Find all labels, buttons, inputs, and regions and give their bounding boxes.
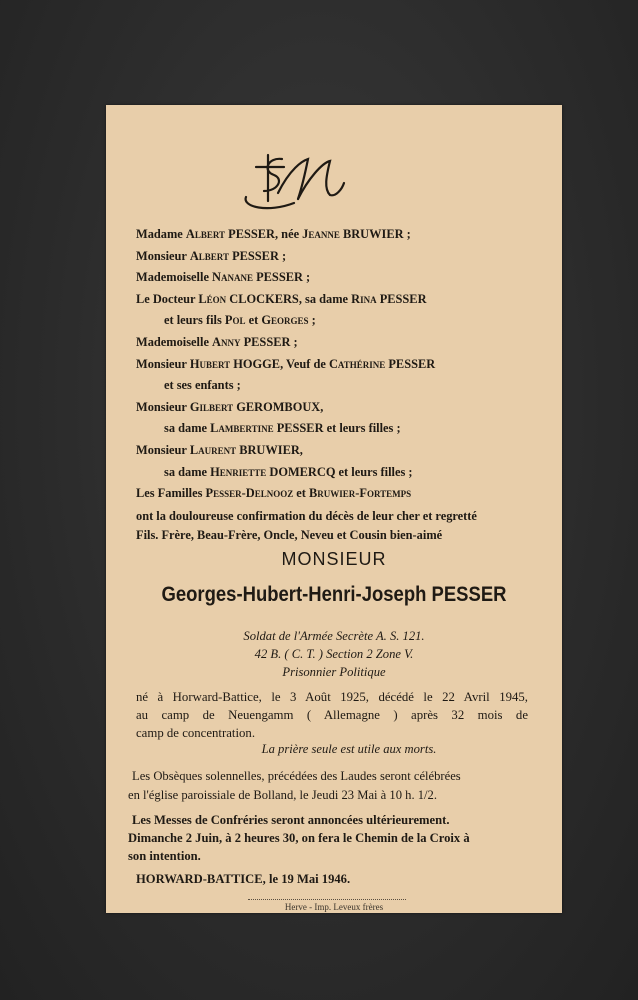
- first-name: Jeanne: [302, 227, 340, 241]
- first-name: Georges: [261, 313, 309, 328]
- text-segment: Les Familles: [136, 486, 206, 501]
- first-name: Albert: [189, 248, 229, 263]
- memorial-card: [106, 105, 562, 913]
- family-line: [106, 224, 562, 246]
- text-segment: Mademoiselle: [136, 334, 213, 349]
- family-line: [106, 375, 562, 397]
- subtitle-line-2: 42 B. ( C. T. ) Section 2 Zone V.: [254, 647, 414, 661]
- text-segment: Madame: [136, 227, 186, 241]
- text-segment: ;: [308, 313, 316, 328]
- place-date: HORWARD-BATTICE, le 19 Mai 1946.: [136, 872, 351, 886]
- family-line: [106, 354, 562, 376]
- text-segment: Le Docteur: [136, 291, 199, 306]
- family-line: [106, 462, 562, 484]
- text-segment: BRUWIER,: [236, 442, 303, 457]
- masses-line-1: Les Messes de Confréries seront annoncées ultérieurement.: [132, 813, 450, 827]
- family-line: [106, 483, 562, 505]
- masses-line-2: Dimanche 2 Juin, à 2 heures 30, on fera le Chemin de la Croix à: [128, 831, 470, 845]
- first-name: Léon: [198, 291, 227, 306]
- text-segment: PESSER, née: [225, 227, 303, 241]
- first-name: Rina: [351, 291, 377, 306]
- first-name: Henriette: [210, 464, 267, 479]
- subtitle-line-3: Prisonnier Politique: [282, 665, 386, 679]
- deceased-name: Georges-Hubert-Henri-Joseph PESSER: [161, 583, 507, 606]
- confirmation-text: [136, 507, 534, 545]
- biography: [136, 688, 528, 742]
- text-segment: Monsieur: [136, 356, 190, 371]
- text-segment: HOGGE, Veuf de: [230, 356, 329, 371]
- text-segment: et ses enfants ;: [164, 378, 241, 393]
- text-segment: PESSER ;: [228, 248, 287, 263]
- confirmation-line-1: ont la douloureuse confirmation du décès de leur cher et regretté: [136, 509, 477, 523]
- text-segment: DOMERCQ et leurs filles ;: [266, 464, 413, 479]
- cross-monogram-icon: [238, 149, 348, 219]
- family-line: [106, 310, 562, 332]
- text-segment: Monsieur: [136, 442, 190, 457]
- first-name: Hubert: [189, 356, 231, 371]
- text-segment: PESSER: [376, 291, 427, 306]
- family-line: [106, 289, 562, 311]
- text-segment: sa dame: [164, 421, 211, 436]
- obsequies-line-1: Les Obsèques solennelles, précédées des Laudes seront célébrées: [132, 769, 461, 783]
- subtitle-line-1: Soldat de l'Armée Secrète A. S. 121.: [243, 629, 425, 643]
- confirmation-line-2: Fils. Frère, Beau-Frère, Oncle, Neveu et Cousin bien-aimé: [136, 528, 443, 542]
- first-name: Laurent: [189, 442, 237, 457]
- text-segment: et: [293, 486, 310, 501]
- bio-line-3: camp de concentration.: [136, 726, 256, 740]
- masses-line-3: son intention.: [128, 849, 201, 863]
- first-name: Gilbert: [189, 399, 234, 414]
- family-line: [106, 246, 562, 268]
- first-name: Pesser-Delnooz: [205, 486, 294, 501]
- text-segment: Mademoiselle: [136, 270, 213, 285]
- text-segment: PESSER ;: [240, 334, 298, 349]
- obsequies-line-2: en l'église paroissiale de Bolland, le Jeudi 23 Mai à 10 h. 1/2.: [128, 788, 438, 802]
- first-name: Anny: [212, 334, 241, 349]
- text-segment: PESSER: [385, 356, 436, 371]
- family-line: [106, 440, 562, 462]
- printer-credit: Herve - Imp. Leveux frères: [284, 902, 384, 912]
- first-name: Pol: [224, 313, 246, 328]
- divider: [248, 899, 406, 900]
- obsequies-text: [128, 767, 528, 805]
- first-name: Bruwier-Fortemps: [309, 486, 412, 501]
- salutation: MONSIEUR: [281, 549, 387, 569]
- first-name: Lambertine: [210, 421, 274, 436]
- text-segment: GEROMBOUX,: [233, 399, 324, 414]
- family-line: [106, 267, 562, 289]
- first-name: Cathérine: [328, 356, 386, 371]
- bio-line-2: au camp de Neuengamm ( Allemagne ) après 32 mois de: [136, 708, 528, 722]
- text-segment: Monsieur: [136, 248, 190, 263]
- family-list: [106, 224, 562, 505]
- military-details: [106, 627, 562, 681]
- bio-line-1: né à Horward-Battice, le 3 Août 1925, décédé le 22 Avril 1945,: [136, 690, 528, 704]
- text-segment: sa dame: [164, 464, 211, 479]
- prayer-line: La prière seule est utile aux morts.: [261, 742, 437, 756]
- text-segment: BRUWIER ;: [339, 227, 411, 241]
- text-segment: PESSER et leurs filles ;: [273, 421, 401, 436]
- family-line: [106, 332, 562, 354]
- text-segment: CLOCKERS, sa dame: [226, 291, 352, 306]
- first-name: Albert: [185, 227, 226, 241]
- first-name: Nanane: [212, 270, 253, 285]
- text-segment: Monsieur: [136, 399, 190, 414]
- text-segment: PESSER ;: [253, 270, 311, 285]
- family-line: [106, 397, 562, 419]
- masses-text: [128, 811, 532, 865]
- text-segment: et leurs fils: [164, 313, 225, 328]
- text-segment: et: [245, 313, 262, 328]
- family-line: [106, 418, 562, 440]
